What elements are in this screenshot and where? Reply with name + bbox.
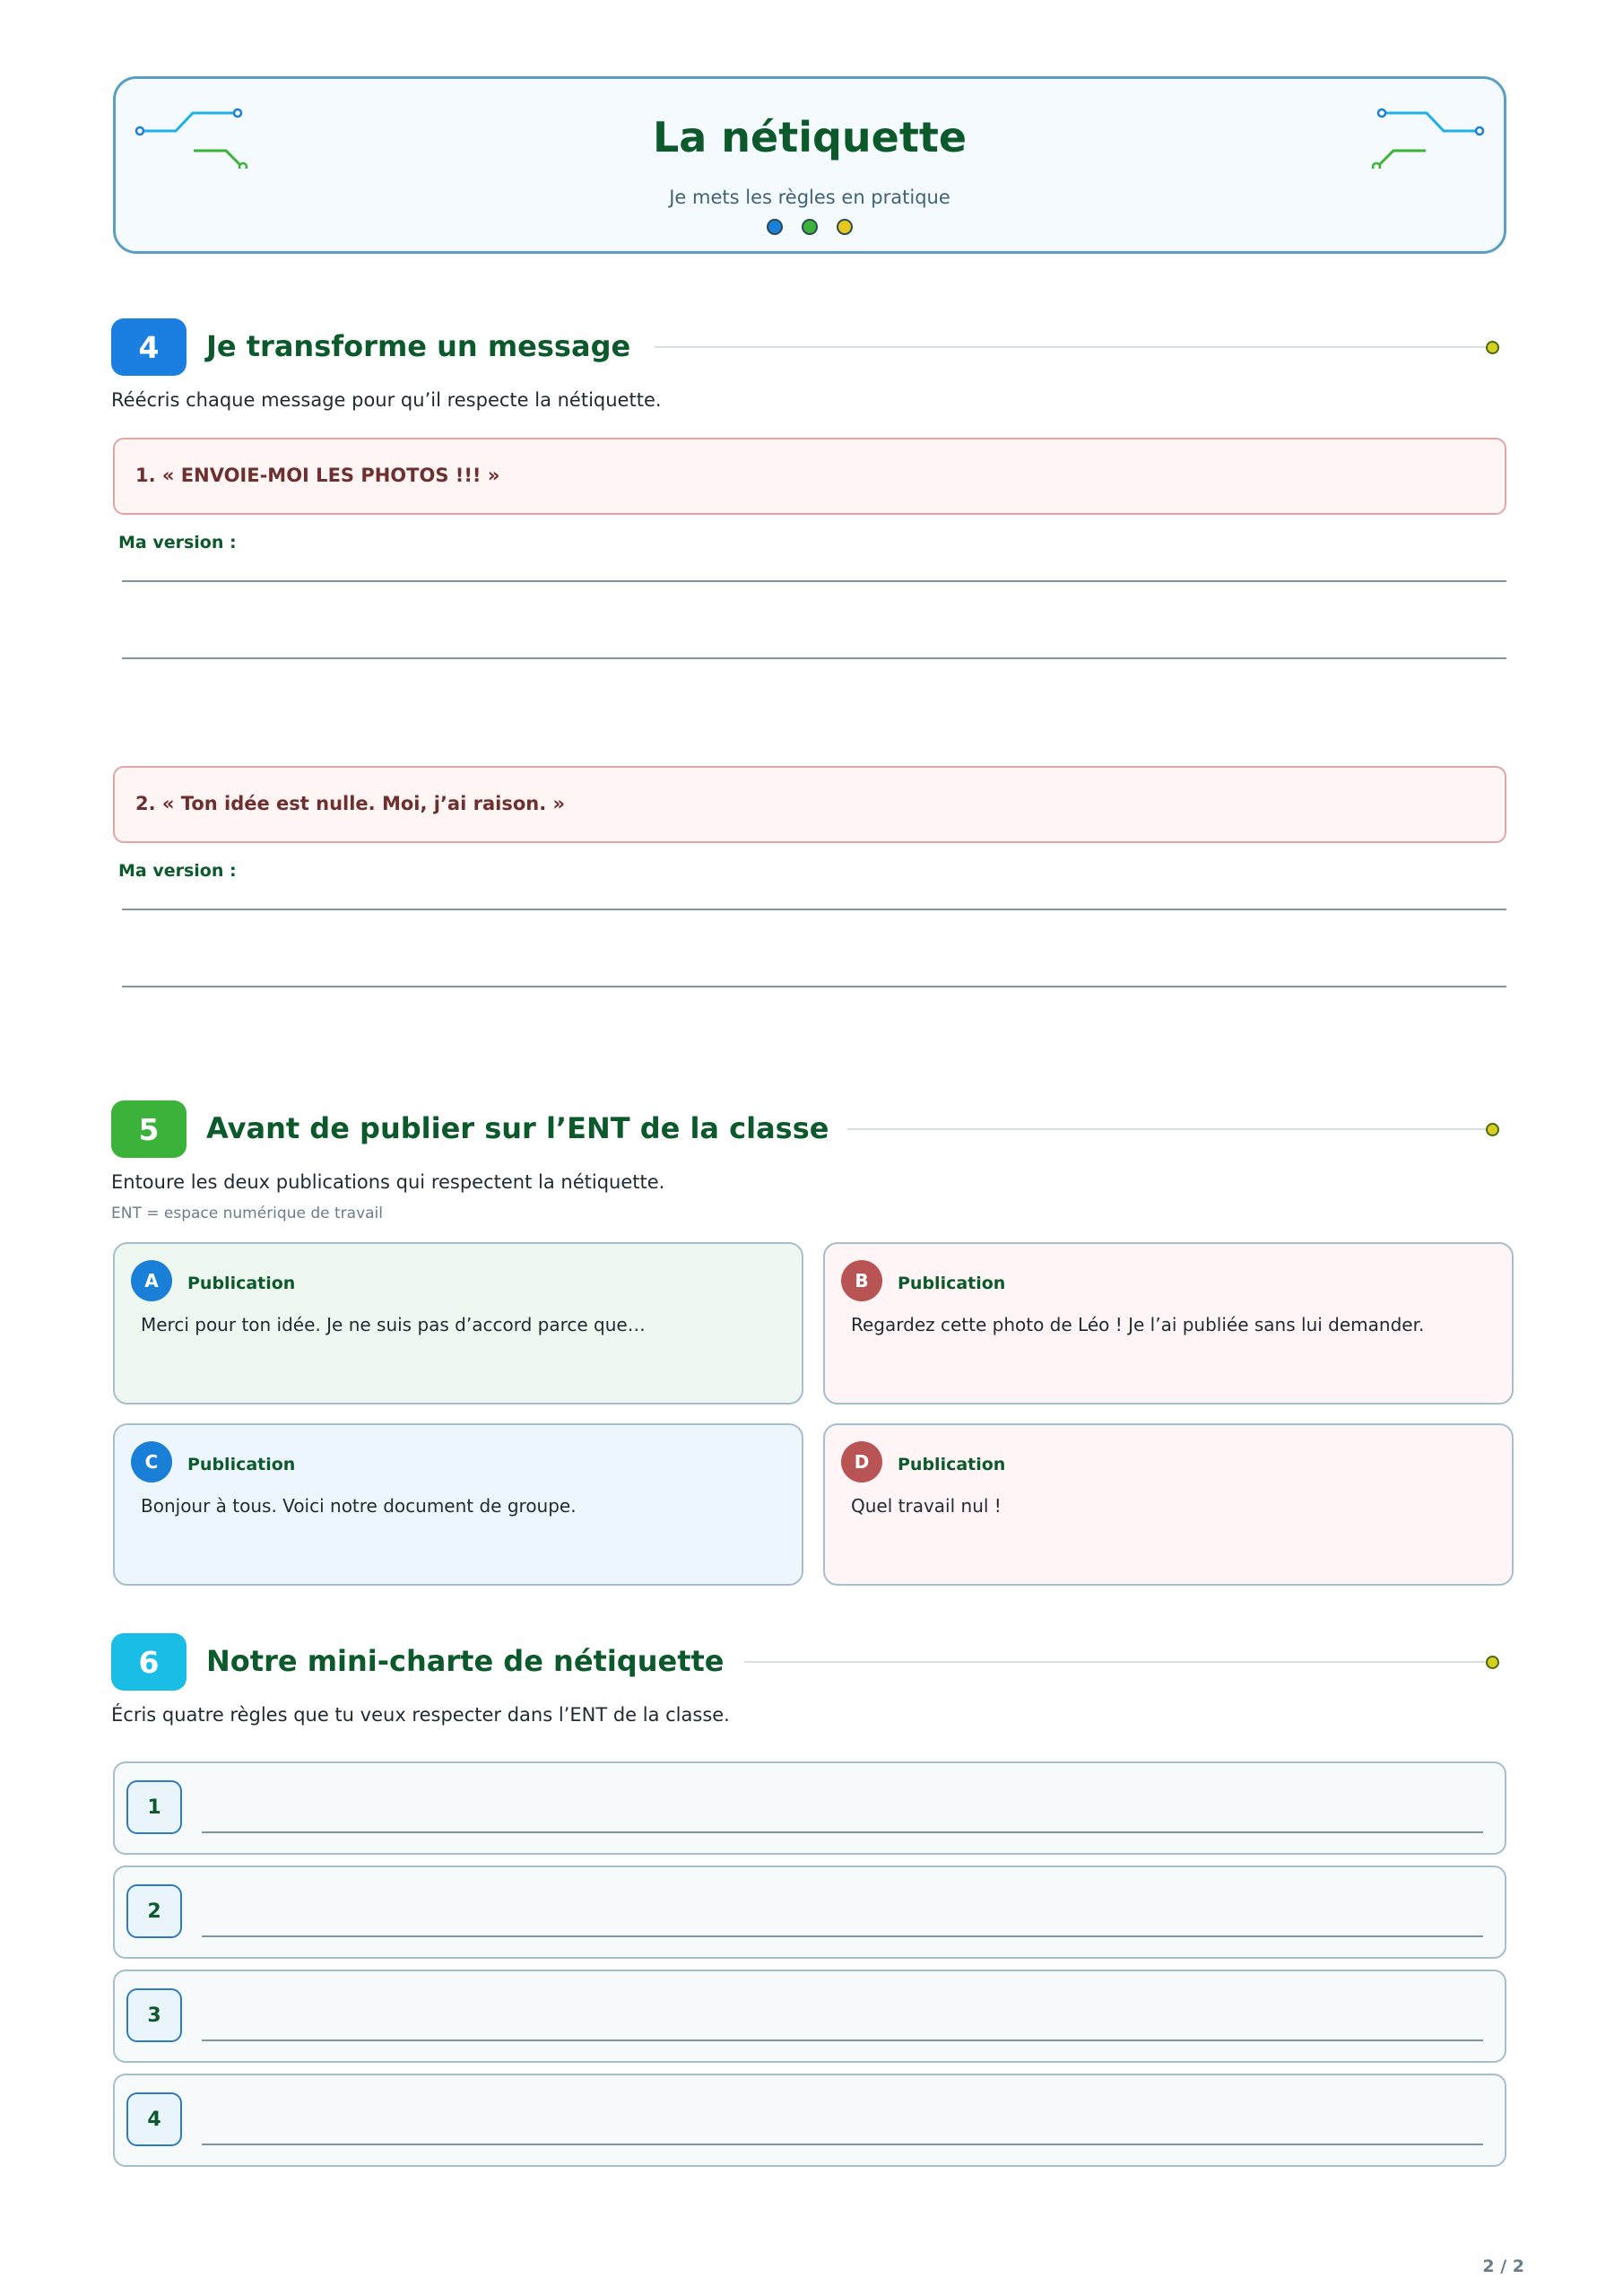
- charter-rule-row[interactable]: [113, 1970, 1506, 2063]
- rule-number: 4: [126, 2092, 182, 2146]
- publication-text: Quel travail nul !: [851, 1495, 1002, 1517]
- publication-label: Publication: [898, 1274, 1006, 1293]
- charter-rule-row[interactable]: [113, 2074, 1506, 2167]
- decorative-dots: [116, 219, 1504, 235]
- publication-label: Publication: [187, 1274, 296, 1293]
- section-6-title: Notre mini-charte de nétiquette: [206, 1644, 725, 1678]
- page-subtitle: Je mets les règles en pratique: [669, 187, 950, 208]
- answer-label-1: Ma version :: [118, 533, 237, 552]
- publication-card-b[interactable]: [823, 1242, 1514, 1405]
- publication-text: Merci pour ton idée. Je ne suis pas d’accord parce que…: [141, 1314, 646, 1335]
- writing-line[interactable]: [202, 1831, 1483, 1833]
- writing-line[interactable]: [122, 986, 1506, 987]
- section-6-dot-icon: [1486, 1656, 1499, 1669]
- message-box-1: [113, 438, 1506, 515]
- rule-number: 2: [126, 1884, 182, 1938]
- publication-text: Regardez cette photo de Léo ! Je l’ai publiée sans lui demander.: [851, 1314, 1425, 1335]
- message-2-text: 2. « Ton idée est nulle. Moi, j’ai raison. »: [135, 793, 566, 814]
- section-5-instruction: Entoure les deux publications qui respectent la nétiquette.: [111, 1171, 665, 1193]
- charter-rule-row[interactable]: [113, 1761, 1506, 1855]
- section-4-badge: 4: [111, 318, 187, 376]
- publication-label: Publication: [898, 1455, 1006, 1474]
- publication-card-d[interactable]: [823, 1423, 1514, 1586]
- section-5-dot-icon: [1486, 1123, 1499, 1136]
- rule-number: 1: [126, 1780, 182, 1834]
- section-5-badge: 5: [111, 1100, 187, 1158]
- section-5-title: Avant de publier sur l’ENT de la classe: [206, 1111, 829, 1145]
- message-box-2: [113, 766, 1506, 843]
- avatar: D: [841, 1441, 882, 1483]
- avatar: A: [131, 1260, 172, 1301]
- message-1-text: 1. « ENVOIE-MOI LES PHOTOS !!! »: [135, 465, 500, 486]
- section-4-dot-icon: [1486, 341, 1499, 354]
- section-5-note: ENT = espace numérique de travail: [111, 1205, 383, 1222]
- writing-line[interactable]: [122, 657, 1506, 659]
- writing-line[interactable]: [202, 1935, 1483, 1937]
- section-6-divider: [744, 1661, 1488, 1663]
- section-4-title: Je transforme un message: [206, 329, 631, 363]
- charter-rule-row[interactable]: [113, 1866, 1506, 1959]
- publication-card-c[interactable]: [113, 1423, 803, 1586]
- page-number: 2 / 2: [1482, 2257, 1524, 2276]
- page-title: La nétiquette: [652, 113, 968, 161]
- publication-card-a[interactable]: [113, 1242, 803, 1405]
- avatar: B: [841, 1260, 882, 1301]
- header-banner: [113, 76, 1506, 254]
- writing-line[interactable]: [122, 580, 1506, 582]
- avatar: C: [131, 1441, 172, 1483]
- answer-label-2: Ma version :: [118, 861, 237, 881]
- section-5-divider: [847, 1128, 1488, 1130]
- rule-number: 3: [126, 1988, 182, 2042]
- green-dot-icon: [802, 219, 818, 235]
- writing-line[interactable]: [122, 909, 1506, 910]
- writing-line[interactable]: [202, 2144, 1483, 2145]
- publication-label: Publication: [187, 1455, 296, 1474]
- section-4-divider: [655, 346, 1488, 348]
- writing-line[interactable]: [202, 2039, 1483, 2041]
- section-4-instruction: Réécris chaque message pour qu’il respecte la nétiquette.: [111, 389, 662, 411]
- section-6-instruction: Écris quatre règles que tu veux respecter dans l’ENT de la classe.: [111, 1704, 730, 1726]
- section-6-badge: 6: [111, 1633, 187, 1691]
- publication-text: Bonjour à tous. Voici notre document de groupe.: [141, 1495, 577, 1517]
- blue-dot-icon: [767, 219, 783, 235]
- yellow-dot-icon: [837, 219, 853, 235]
